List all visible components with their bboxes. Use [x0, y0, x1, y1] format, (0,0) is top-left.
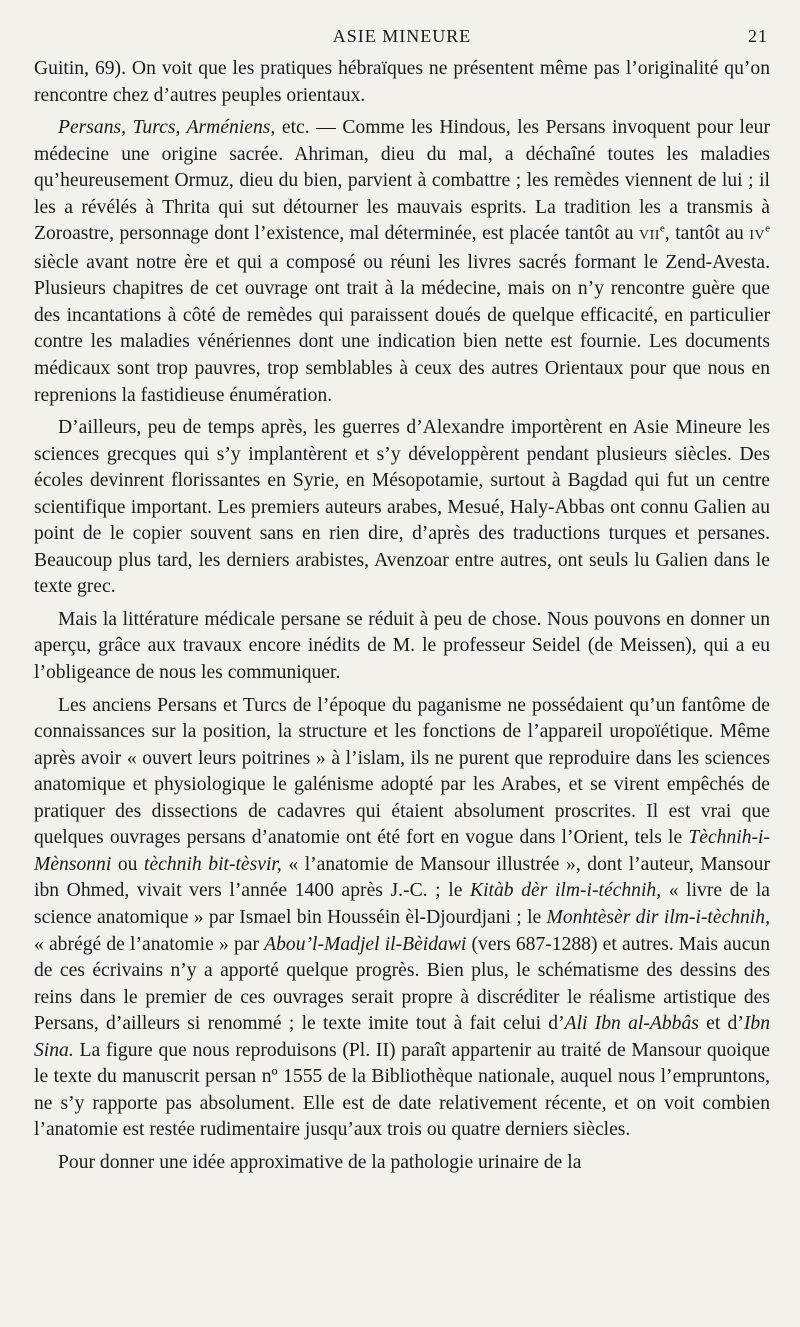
book-title: Kitàb dèr ilm-i-téchnih, — [470, 880, 662, 902]
paragraph: D’ailleurs, peu de temps après, les guerres d’Alexandre importèrent en Asie Mineure les sciences grecques qui s’y implantèrent et s’y développèrent pendant plusieurs siècles. Des écoles devinrent florissantes en Syrie, en Mésopotamie, surtout à Bagdad qui fut un centre scientifique important. Les premiers auteurs arabes, Mesué, Haly-Abbas ont connu Galien au point de le copier souvent sans en rien dire, d’après des traductions turques et persanes. Beaucoup plus tard, les derniers arabistes, Avenzoar entre autres, ont seuls lu Galien dans le texte grec. — [34, 417, 770, 598]
author-name: Abou’l-Madjel il-Bèidawi — [264, 933, 467, 955]
author-name: Ibn Sina. — [34, 1013, 770, 1061]
book-title: Monhtèsèr dir ilm-i-tèchnih, — [546, 906, 770, 928]
roman-numeral: VII — [638, 228, 660, 244]
running-title: ASIE MINEURE — [332, 26, 472, 46]
paragraph: Les anciens Persans et Turcs de l’époque du paganisme ne possédaient qu’un fantôme de connaissances sur la position, la structure et les fonctions de l’appareil uropoïétique. Même après avoir « ouvert leurs poitrines » à l’islam, ils ne purent que reproduire dans les sciences anatomique et physiologique le galénisme adopté par les Arabes, et se virent empêchés de pratiquer des dissections de cadavres qui étaient absolument proscrites. Il est vrai que quelques ouvrages persans d’anatomie ont été fort en vogue dans l’Orient, tels le Tèchnih-i-Mènsonni ou tèchnih bit-tèsvir, « l’anatomie de Mansour illustrée », dont l’auteur, Mansour ibn Ohmed, vivait vers l’année 1400 après J.-C. ; le Kitàb dèr ilm-i-téchnih, « livre de la science anatomique » par Ismael bin Housséin èl-Djourdjani ; le Monhtèsèr dir ilm-i-tèchnih, « abrégé de l’anatomie » par Abou’l-Madjel il-Bèidawi (vers 687-1288) et autres. Mais aucun de ces écrivains n’y a apporté quelque progrès. Bien plus, le schématisme des dessins des reins dans le premier de ces ouvrages serait propre à discréditer le réalisme artistique des Persans, d’ailleurs si renommé ; le texte imite tout à fait celui d’Ali Ibn al-Abbâs et d’Ibn Sina. La figure que nous reproduisons (Pl. II) paraît appartenir au traité de Mansour quoique le texte du manuscrit persan nº 1555 de la Bibliothèque nationale, auquel nous l’empruntons, ne s’y rapporte pas absolument. Elle est de date relativement récente, et on voit combien l’anatomie est restée rudimentaire jusqu’aux trois ou quatre derniers siècles. — [34, 694, 770, 1141]
running-header — [34, 26, 770, 56]
paragraph: Mais la littérature médicale persane se réduit à peu de chose. Nous pouvons en donner un aperçu, grâce aux travaux encore inédits de M. le professeur Seidel (de Meissen), qui a eu l’obligeance de nous les communiquer. — [34, 608, 770, 684]
book-title: tèchnih bit-tèsvir, — [144, 853, 282, 875]
page-number: 21 — [748, 26, 768, 46]
italic-run: Persans, Turcs, Arméniens, — [58, 117, 276, 139]
paragraph: Guitin, 69). On voit que les pratiques hébraïques ne présentent même pas l’originalité qu’on rencontre chez d’autres peuples orientaux. — [34, 58, 770, 106]
author-name: Ali Ibn al-Abbâs — [564, 1013, 699, 1035]
body-text — [34, 56, 770, 1176]
roman-numeral: IV — [749, 228, 766, 244]
paragraph: Persans, Turcs, Arméniens, etc. — Comme les Hindous, les Persans invoquent pour leur médecine une origine sacrée. Ahriman, dieu du mal, a déchaîné toutes les maladies qu’heureusement Ormuz, dieu du bien, parvient à combattre ; les remèdes viennent de lui ; il les a révélés à Thrita qui sut détourner les mauvais esprits. La tradition les a transmis à Zoroastre, personnage dont l’existence, mal déterminée, est placée tantôt au VIIe, tantôt au IVe siècle avant notre ère et qui a composé ou réuni les livres sacrés formant le Zend-Avesta. Plusieurs chapitres de cet ouvrage ont trait à la médecine, mais on n’y rencontre guère que des incantations à côté de remèdes qui paraissent doués de quelque efficacité, en particulier contre les maladies vénériennes dont une indication bien nette est fournie. Les documents médicaux sont trop pauvres, trop semblables à ceux des autres Orientaux pour que nous en reprenions la fastidieuse énumération. — [34, 117, 770, 406]
book-title: Tèchnih-i-Mènsonni — [34, 827, 770, 875]
paragraph: Pour donner une idée approximative de la pathologie urinaire de la — [58, 1151, 582, 1173]
